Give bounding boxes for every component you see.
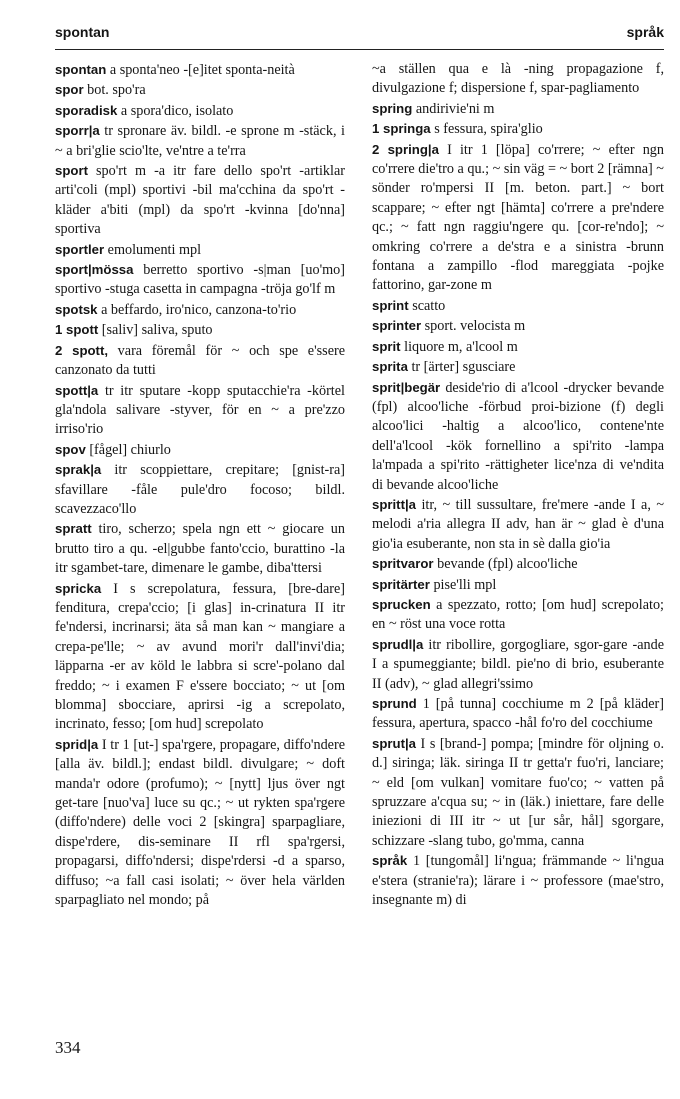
entry-text: tr spronare äv. bildl. -e sprone m -stäck, i ~ a bri'glie scio'lte, ve'ntre a te'rra [55, 123, 345, 159]
dictionary-entry [372, 140, 664, 296]
entry-text: bevande (fpl) alcoo'liche [433, 556, 578, 573]
entry-headword: 2 spring|a [372, 141, 439, 157]
entry-text: berretto sportivo -s|man [uo'mo] sportivo -stuga casetta in campagna -tröja go'lf m [55, 262, 345, 298]
dictionary-entry [372, 337, 664, 357]
entry-headword: sprit|begär [372, 379, 441, 395]
entry-headword: spov [55, 441, 86, 457]
entry-headword: 1 springa [372, 121, 431, 137]
entry-text: sport. velocista m [421, 318, 526, 335]
entry-headword: sprid|a [55, 736, 99, 752]
dictionary-entry [372, 99, 664, 119]
entry-headword: spratt [55, 521, 92, 537]
dictionary-entry [55, 260, 345, 300]
entry-text: bot. spo'ra [83, 82, 146, 99]
dictionary-entry [55, 240, 345, 260]
dictionary-entry [372, 357, 664, 377]
entry-text: andirivie'ni m [412, 100, 495, 117]
dictionary-entry [372, 851, 664, 910]
entry-headword: spritvaror [372, 556, 434, 572]
entry-text: pise'lli mpl [429, 576, 497, 593]
left-column [55, 60, 345, 910]
entry-text: itr, ~ till sussultare, fre'mere -ande I a, ~ melodi a'ria allegra II adv, han är ~ glad è d'una gio'ia esuberante, non sta in sè dalla gio'ia [372, 496, 664, 552]
entry-headword: sprita [372, 359, 408, 375]
entry-headword: spricka [55, 580, 102, 596]
header-rule [55, 49, 664, 50]
entry-headword: spontan [55, 62, 107, 77]
entry-headword: 1 spott [55, 322, 99, 338]
entry-headword: språk [372, 853, 408, 869]
right-column [372, 60, 664, 910]
entry-headword: sporr|a [55, 123, 100, 139]
dictionary-entry [372, 119, 664, 139]
entry-text: I itr 1 [löpa] co'rrere; ~ efter ngn co'rrere die'tro a qu.; ~ sin väg = ~ bort 2 [rämna] ~ sönder ro'mpersi II [m. beton. part.] ~ bort scappare; ~ efter ngt [hämta] co'rrere a pre'ndere qc.; ~ fatt ngn raggiu'ngere qu. [cor-re'ndo]; ~ omkring co'rrere a de'stra e a sinistra -brunn fontana a zampillo -flod mareggiata -pojke fattorino, gar-zone m [372, 141, 664, 294]
dictionary-entry [372, 378, 664, 495]
dictionary-entry [55, 80, 345, 100]
dictionary-entry [55, 121, 345, 161]
dictionary-entry [372, 635, 664, 694]
entry-text: liquore m, a'lcool m [400, 338, 518, 355]
entry-headword: sprint [372, 297, 409, 313]
entry-headword: 2 spott, [55, 342, 109, 358]
entry-headword: sprund [372, 696, 417, 711]
header-right-guideword: språk [626, 24, 664, 40]
entry-text: [fågel] chiurlo [85, 441, 171, 458]
entry-text: I s [brand-] pompa; [mindre för oljning o. d.] siringa; läk. siringa II tr getta'r fuo'ri, lanciare; ~ eld [om vulkan] vomitare fuo'co; ~ vatten på spruzzare a'cqua su; ~ in (läk.) iniettare, fare delle iniezioni di III itr ~ ut [ur sår, hål] sgorgare, schizzare -slang tubo, go'mma, canna [372, 735, 664, 849]
entry-text: deside'rio di a'lcool -drycker bevande (fpl) alcoo'liche -förbud proi-bizione (f) degli alcoo'lici -haltig a alcoo'lico, contene'nte dell'a'lcool -kök fornellino a spi'rito -lampa la'mpada a spi'rito -rättigheter lice'nza di ve'ndita di bevande alcoo'liche [372, 379, 664, 493]
dictionary-entry [372, 495, 664, 554]
entry-headword: sport|mössa [55, 262, 134, 278]
entry-headword: sportler [55, 241, 105, 257]
dictionary-entry [372, 60, 664, 99]
entry-headword: spritärter [372, 576, 430, 592]
dictionary-entry [372, 316, 664, 336]
entry-text: emolumenti mpl [104, 241, 202, 258]
dictionary-entry [55, 460, 345, 519]
entry-text: a spora'dico, isolato [117, 102, 234, 119]
dictionary-entry [55, 300, 345, 320]
dictionary-entry [55, 101, 345, 121]
entry-headword: spritt|a [372, 496, 416, 512]
entry-headword: spott|a [55, 382, 99, 398]
entry-headword: sprinter [372, 318, 422, 334]
dictionary-entry [372, 694, 664, 734]
entry-text: s fessura, spira'glio [430, 121, 543, 138]
header-left-guideword: spontan [55, 24, 110, 40]
entry-headword: sprak|a [55, 462, 102, 478]
entry-text: scatto [408, 297, 446, 314]
page-header [55, 24, 664, 44]
dictionary-entry [55, 161, 345, 240]
entry-text: tr itr sputare -kopp sputacchie'ra -körtel gla'ndola salivare -styver, för en ~ a pre'zzo irriso'rio [55, 382, 345, 438]
entry-text: a beffardo, iro'nico, canzona-to'rio [97, 301, 297, 318]
entry-text: a sponta'neo -[e]itet sponta-neità [106, 62, 295, 78]
dictionary-entry [55, 579, 345, 735]
dictionary-entry [55, 519, 345, 578]
entry-headword: spotsk [55, 301, 98, 317]
dictionary-entry [372, 554, 664, 574]
dictionary-entry [55, 341, 345, 381]
entry-text: vara föremål för ~ och spe e'ssere canzonato da tutti [55, 342, 346, 379]
entry-text: spo'rt m -a itr fare dello spo'rt -artiklar arti'coli (mpl) sportivi -bil ma'cchina da spo'rt -kläder a'biti (mpl) da spo'rt -kvinna [do'nna] sportiva [55, 163, 345, 238]
entry-text: itr scoppiettare, crepitare; [gnist-ra] sfavillare -fåle pule'dro focoso; bildl. scavezzaco'llo [55, 462, 345, 517]
entry-headword: sporadisk [55, 102, 118, 118]
entry-text: itr ribollire, gorgogliare, sgor-gare -ande I a spumeggiante; bildl. pie'no di brio, esuberante II (adv), ~ glad allegri'ssimo [372, 636, 664, 692]
entry-text: tr [ärter] sgusciare [407, 359, 516, 376]
entry-text: ~a ställen qua e là -ning propagazione f, divulgazione f; dispersione f, spar-pagliamento [372, 61, 664, 97]
page-number: 334 [55, 1038, 81, 1057]
entry-headword: sprucken [372, 596, 431, 612]
dictionary-entry [372, 734, 664, 851]
dictionary-entry [372, 296, 664, 316]
entry-text: a spezzato, rotto; [om hud] screpolato; en ~ röst una voce rotta [372, 596, 664, 633]
dictionary-entry [372, 595, 664, 635]
entry-text: [saliv] saliva, sputo [98, 322, 213, 339]
entry-text: I tr 1 [ut-] spa'rgere, propagare, diffo'ndere [alla äv. bildl.]; endast bildl. divulgare; ~ doft manda'r odore (profumo); ~ [nytt] ljus över ngt get-tare [nuo'va] luce su qc.; ~ ut rykten spa'rgere (diffo'ndere) delle voci 2 [skingra] sparpagliare, dispe'rdere, dis-seminare II rfl spa'rgersi, propagarsi, diffo'ndersi; dispe'rdersi -d a sparso, diffuso; ~a fall casi isolati; ~ över hela världen sparpagliato nel mondo; på [55, 736, 345, 909]
entry-text: tiro, scherzo; spela ngn ett ~ giocare un brutto tiro a qu. -el|gubbe fanto'ccio, burattino -la itr sgambet-tare, dimenare le gambe, diba'ttersi [55, 521, 345, 577]
entry-headword: spor [55, 82, 84, 98]
entry-headword: sprit [372, 338, 401, 354]
dictionary-entry [55, 320, 345, 340]
entry-text: 1 [på tunna] cocchiume m 2 [på kläder] fessura, apertura, spacco -hål fo'ro del cocchiume [372, 696, 664, 732]
entry-headword: sprut|a [372, 735, 416, 751]
entry-headword: spring [372, 100, 413, 116]
entry-headword: sprudl|a [372, 636, 424, 652]
dictionary-entry [55, 381, 345, 440]
dictionary-entry [55, 440, 345, 460]
dictionary-entry [55, 60, 345, 80]
entry-headword: sport [55, 163, 88, 179]
entry-text: 1 [tungomål] li'ngua; främmande ~ li'ngua e'stera (stranie'ra); lärare i ~ professore (mae'stro, insegnante m) di [372, 853, 664, 909]
dictionary-entry [55, 735, 345, 911]
entry-text: I s screpolatura, fessura, [bre-dare] fenditura, crepa'ccio; [i glas] in-crinatura II itr fe'ndersi, incrinarsi; äta så man kan ~ mangiare a crepa-pe'lle; ~ av avund mori'r dall'invi'dia; läpparna -er av köld le labbra si scre'-polano dal freddo; ~ i examen F e'ssere bocciato; ~ ut [om blomma] sbocciare, aprirsi -ig a screpolato, incrinato, fesso; [om hud] screpolato [55, 580, 345, 733]
dictionary-entry [372, 575, 664, 595]
